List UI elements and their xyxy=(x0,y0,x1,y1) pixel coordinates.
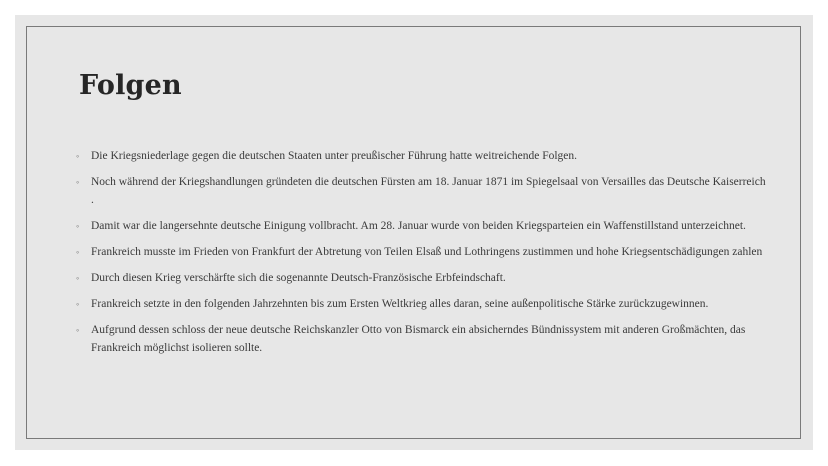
bullet-item xyxy=(76,173,766,209)
bullet-text: Frankreich musste im Frieden von Frankfurt der Abtretung von Teilen Elsaß und Lothringens zustimmen und hohe Kriegsentschädigungen zahlen xyxy=(91,246,763,258)
bullet-text: Noch während der Kriegshandlungen gründeten die deutschen Fürsten am 18. Januar 1871 im Spiegelsaal von Versailles das Deutsche Kaiserreich . xyxy=(91,176,766,206)
bullet-circle-icon: ◦ xyxy=(76,221,80,231)
bullet-item xyxy=(76,269,766,287)
bullet-text: Durch diesen Krieg verschärfte sich die sogenannte Deutsch-Französische Erbfeindschaft. xyxy=(91,272,506,284)
bullet-text: Die Kriegsniederlage gegen die deutschen Staaten unter preußischer Führung hatte weitreichende Folgen. xyxy=(91,150,578,162)
bullet-circle-icon: ◦ xyxy=(76,273,80,283)
bullet-text: Damit war die langersehnte deutsche Einigung vollbracht. Am 28. Januar wurde von beiden Kriegsparteien ein Waffenstillstand unterzeichnet. xyxy=(91,220,746,232)
bullet-item xyxy=(76,147,766,165)
bullet-circle-icon: ◦ xyxy=(76,299,80,309)
bullet-item xyxy=(76,295,766,313)
bullet-circle-icon: ◦ xyxy=(76,177,80,187)
bullet-item xyxy=(76,321,766,357)
slide-title: Folgen xyxy=(79,70,182,101)
bullet-list xyxy=(76,147,766,365)
bullet-item xyxy=(76,243,766,261)
bullet-circle-icon: ◦ xyxy=(76,151,80,161)
bullet-item xyxy=(76,217,766,235)
bullet-text: Frankreich setzte in den folgenden Jahrzehnten bis zum Ersten Weltkrieg alles daran, seine außenpolitische Stärke zurückzugewinnen. xyxy=(91,298,709,310)
bullet-circle-icon: ◦ xyxy=(76,247,80,257)
bullet-text: Aufgrund dessen schloss der neue deutsche Reichskanzler Otto von Bismarck ein absicherndes Bündnissystem mit anderen Großmächten, das Frankreich möglichst isolieren sollte. xyxy=(91,324,746,354)
bullet-circle-icon: ◦ xyxy=(76,325,80,335)
